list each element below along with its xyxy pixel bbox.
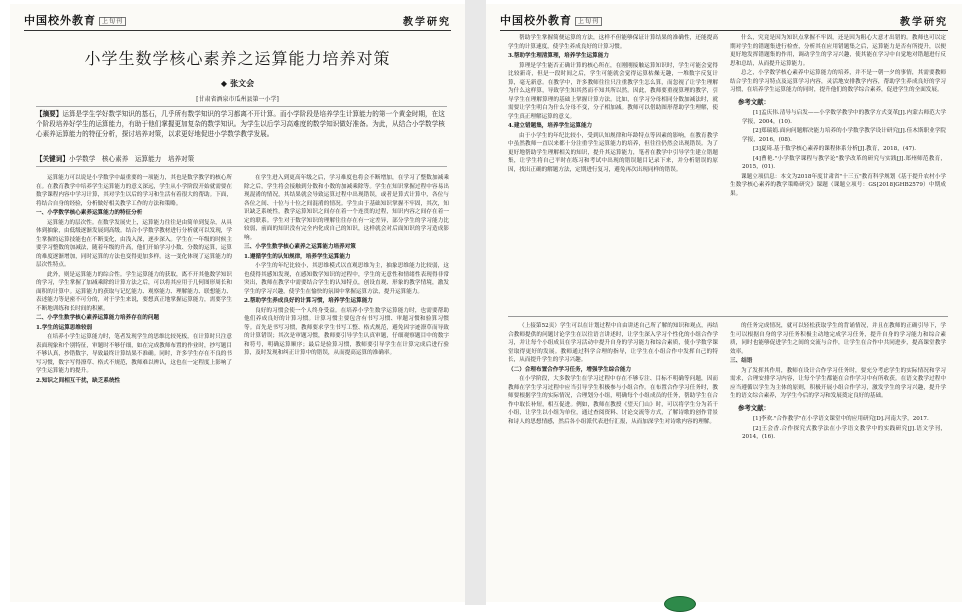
keywords-text: 小学数学 核心素养 运算能力 培养对策 [68, 155, 195, 163]
section-name: 教学研究 [403, 17, 451, 28]
subsection-heading: 2.知识之间相互干扰，缺乏系统性 [36, 377, 121, 384]
keywords [36, 153, 447, 167]
book-gutter [465, 0, 486, 605]
paragraph: 运算能力可以说是小学数学中最重要的一项能力，其也是数学教学的核心所在。在教育教学中培养学生运算能力的意义深远，学生从小学阶段开始就需要在数学课程内容中学习计算，其对学生以后的学习和生活有着很大的帮助。下面，将结合自身的经验，分析做好相关教学工作的方法和策略。 [36, 175, 232, 207]
left-column-1 [36, 174, 232, 596]
funding-note: 课题立项信息：本文为2018年度甘肃省"十三五"教育科学规划《基于提升农村小学生数学核心素养的教学策略研究》课题（课题立项号：GS[2018]GHB2579）中期成果。 [730, 173, 946, 197]
keywords-label: 【关键词】 [36, 155, 69, 163]
issue-badge: 上旬刊 [99, 17, 126, 26]
paragraph: 在学生进入到更高年级之后，学习难度也将会不断增加，在学习了整数加减乘除之后，学生将会接触到分数和小数的加减乘除等。学生在知识掌握过程中容易出现混淆的情况，其结果就会导致运算过程中出现错误，或者是算式计算中，各位与各位之间、十位与十位之间混淆的情况。学生由于基础知识掌握不牢固，其次，知识缺乏系统性，教学运算知识之间存在着一个连贯的过程，知识内容之间存在着一定的联系。学生对于数学知识的理解往往存在有一定差异，部分学生的学习能力比较弱，前面的知识没有完全内化成自己的知识，这样就会对后面知识的学习造成影响。 [244, 175, 449, 241]
reference-item: [1]李欢."合作教学"在小学语文课堂中的应用研究[D].河南大学，2017. [753, 416, 929, 423]
article-title: 小学生数学核心素养之运算能力培养对策 [84, 49, 391, 68]
right-page [486, 4, 962, 602]
subsection-heading: 2.帮助学生养成良好的计算习惯，培养学生运算能力 [244, 298, 373, 304]
paragraph: 总之，小学数学核心素养中运算能力的培养，并不是一朝一夕的事情，其需要教师结合学生的学习特点及运算学习内容，灵活地安排教学内容，帮助学生养成良好的学习习惯，在培养学生运算能力的同时，提升他们的数学综合素养，促进学生的全面发展。 [730, 70, 946, 93]
paragraph: 为了发挥其作用，教师在设计合作学习任务时，要充分考虑学生的实际情况和学习需求，合理安排学习内容，让每个学生都能在合作学习中有所收获。在语文教学过程中应当遵循以学生为主体的原则，积极开展小组合作学习，激发学生的学习兴趣，提升学生的语文综合素养，为学生今后的学习和发展奠定良好的基础。 [730, 367, 946, 399]
section-divider [508, 316, 948, 317]
paragraph: 的任务完成情况，就可以轻松获取学生的背诵情况，并且在教师的正确引导下，学生可以根据自身的学习任务积极主动地完成学习任务，提升自身的学习能力和综合素质，同时也能够促进学生之间的交流与合作，让学生在合作中共同进步，提高课堂教学效率。 [730, 323, 946, 355]
section-heading: 三、小学生数学核心素养之运算能力培养对策 [244, 244, 356, 250]
subsection-heading: 1.遵循学生的认知规律，培养学生运算能力 [244, 253, 351, 260]
right-column-3 [508, 322, 718, 598]
paragraph: 此外，则是运算能力的综合性。学生运算能力的获取，离不开其他数学知识的学习，学生掌握了加减乘除的计算方法之后，可以将其应用于几何图形周长和面积的计算中。运算能力的获取与记忆能力、观察能力、理解能力、联想能力、表述能力等是密不可分的，对于学生来说，要想真正地掌握运算能力，需要学生不断地训练和长时间的积累。 [36, 271, 232, 312]
right-column-2 [730, 34, 946, 312]
subsection-heading: 4.建立错题集，培养学生运算能力 [508, 123, 593, 129]
journal-name: 中国校外教育 上旬刊 [24, 12, 126, 28]
diamond-icon: ◆ [220, 78, 228, 88]
reference-item: [2]王会香.合作探究式教学法在小学语文教学中的实践研究[J].语文学刊，2014，(16). [742, 425, 946, 441]
right-column-1 [508, 34, 718, 312]
subsection-heading: （二）合理布置合作学习任务，增强学生综合能力 [508, 366, 632, 373]
left-page [10, 4, 465, 602]
page-header-right [500, 10, 948, 31]
subsection-heading: 1.学生的运算思维较弱 [36, 324, 93, 331]
author-line: ◆ 张文会 [220, 78, 255, 88]
abstract-text: 运算是学生学好数学知识的基石，几乎所有数学知识的学习都离不开计算。而小学阶段是培养学生计算能力的第一个黄金时期，在这个阶段培养好学生的运算能力，有助于他们掌握更加复杂的数学知识。为学生以后学习高难度的数学知识做好准备。为此，从结合小学数学核心素养运算能力的特征分析，探讨培养对策，以求更好地促进小学数学教学发展。 [36, 110, 445, 138]
reference-item: [2]郑瑞娟.面向问题解决能力培养的小学数学教学设计研究[J].佳木斯职业学院学报，2016，(08). [742, 128, 946, 143]
page-header-left [24, 10, 451, 31]
paragraph: 运算能力的层次性。在数学发展史上，运算能力往往是由简单到复杂，从具体到抽象，由低级逐渐发展到高级。结合小学数学教材进行分析就可以发现，学生掌握的运算技能也在不断变化，由浅入深，逐步深入。学生在一年级的时候主要学习整数的加减法，随着年级的升高，他们开始学习小数、分数的运算，运算的难度逐渐增加，同时运算的方法也变得更加多样。这一变化体现了运算能力的层次性特点。 [36, 219, 232, 268]
paragraph: 良好的习惯会使一个人终身受益。在培养小学生数学运算能力时，也需要帮助他们养成良好的计算习惯。计算习惯主要包含有书写习惯、审题习惯和验算习惯等。首先是书写习惯，教师要求学生书写工整、格式规范，避免因字迹潦草而导致的计算错误；其次是审题习惯，教师要引导学生认真审题，仔细观察题目中的数字和符号，明确运算顺序；最后是验算习惯，教师要引导学生在计算完成后进行验算，及时发现和纠正计算中的错误，从而提高运算的准确率。 [244, 307, 449, 356]
right-column-4 [730, 322, 946, 598]
abstract [36, 106, 447, 140]
paragraph: 由于小学生的年纪比较小，受到认知规律和年龄特点等因素的影响，在教育教学中虽然教师一直以来都十分注重学生运算能力的培养，但往往仍然会出现错误。为了更好地帮助学生理解相关的知识，提升其运算能力，笔者在教学中引导学生建立错题集，让学生将自己平时在练习和考试中出现的错误题目记录下来，并分析错误的原因，找出正确的解题方法，定期进行复习，避免再次出现同样的错误。 [508, 132, 718, 173]
section-heading: 二、小学生数学核心素养运算能力培养存在的问题 [36, 315, 160, 321]
subsection-heading: 3.帮助学生理清算理，培养学生运算能力 [508, 53, 609, 59]
paragraph: 帮助学生掌握简便运算的方法，这样不但能够保证计算结果的准确性，还能提高学生的计算速度，使学生养成良好的计算习惯。 [508, 35, 718, 50]
left-column-2 [244, 174, 449, 596]
paragraph: 什么，究竟是因为知识点掌握不牢固，还是因为粗心大意才出错的。教师也可以定期对学生的错题集进行检查，分析其在应用错题集之后，运算能力是否有所提升，以便更好地发挥错题集的作用，调动学生的学习兴趣，使其能在学习中自觉地对错题进行反思和总结，从而提升运算能力。 [730, 35, 946, 67]
section-heading: 三、结语 [730, 358, 753, 364]
reference-item: [3]夏琦.基于数学核心素养的课程体系分析[J].教育，2018，(47). [753, 146, 917, 153]
section-name: 教学研究 [900, 17, 948, 28]
paragraph: 在小学阶段，大多数学生在学习过程中存在不够专注、目标不明确等问题，因而教师在学生学习过程中应当引导学生积极参与小组合作。在布置合作学习任务时，教师要根据学生的实际情况，合理划分小组，明确每个小组成员的任务，帮助学生在合作中取长补短，相互促进。例如，教师在教授《望天门山》时，可以将学生分为若干小组，让学生以小组为单位，通过查阅资料、讨论交流等方式，了解诗歌的创作背景和诗人的思想情感，然后各小组派代表进行汇报，从而加深学生对诗歌内容的理解。 [508, 376, 718, 425]
section-heading: 一、小学数学核心素养运算能力的特征分析 [36, 210, 143, 216]
page-seal-icon [664, 596, 696, 612]
author-affiliation: [甘肃省酒泉市瓜州县第一小学] [196, 96, 279, 103]
reference-item: [4]曹艳."小学数学课程与教学论"教学改革的研究与实践[J].郑州师范教育，2015，(01). [742, 155, 946, 171]
reference-item: [1]孟庆伟.清导与启发——小学数学教学中的教学方式变革[J].内蒙古师范大学学报，2004，(10). [742, 110, 946, 125]
references-heading: 参考文献： [738, 403, 770, 412]
journal-name: 中国校外教育 上旬刊 [500, 12, 602, 28]
references-heading: 参考文献： [738, 97, 770, 106]
paragraph: 在培养小学生运算能力时，笔者发现学生的思维比较死板，在计算时只注意表面现象和个别特征，审题时不够仔细，如在完成教师布置的作业时，抄写题目不够认真，抄错数字，导致最终计算结果不准确。同时，许多学生存在不良的书写习惯，数字写得潦草、格式不规范，教师难以辨认，这也在一定程度上影响了学生运算能力的提升。 [36, 334, 232, 374]
paragraph: 小学生的年纪比较小，其思维模式以直观思维为主，抽象思维能力比较弱，这也使得其感知发现，在感知数学知识的过程中，学生的无意性和情绪性表现得非常突出，教师在教学中需要结合学生的认知特点，创设直观、形象的教学情境，激发学生的学习兴趣，使学生在愉快的氛围中掌握运算方法，提升运算能力。 [244, 263, 449, 295]
issue-badge: 上旬刊 [575, 17, 602, 26]
abstract-label: 【摘要】 [36, 110, 63, 118]
paragraph: （上接第52页）学生可以在计划过程中自由讲述自己所了解的知识和观点，再结合教师提供的问题讨论学生在以往语言讲述时，让学生深入学习个性化的小组合作学习，并让每个小组成员在学习活动中提升自身的学习能力和综合素质，使小学数学课堂取得更好的发展。教师通过科学合理的指导，让学生在小组合作中发挥自己的特长，从而提升学生的学习兴趣。 [508, 323, 718, 363]
paragraph: 算理是学生能否正确计算的核心所在，在刚刚接触运算知识时，学生可能会觉得比较新奇，但是一段时间之后，学生可能就会觉得运算枯燥无趣，一堆数字反复计算，毫无新意。在教学中，许多教师往往只注重教学生怎么算，而忽视了让学生理解为什么这样算，导致学生知其然而不知其所以然。因此，教师要重视算理的教学，引导学生在理解算理的基础上掌握计算方法。比如，在学习分母相同分数加减法时，就需要让学生明白为什么分母不变，分子相加减。教师可以借助图形帮助学生理解，使学生真正理解运算的意义。 [508, 62, 718, 120]
